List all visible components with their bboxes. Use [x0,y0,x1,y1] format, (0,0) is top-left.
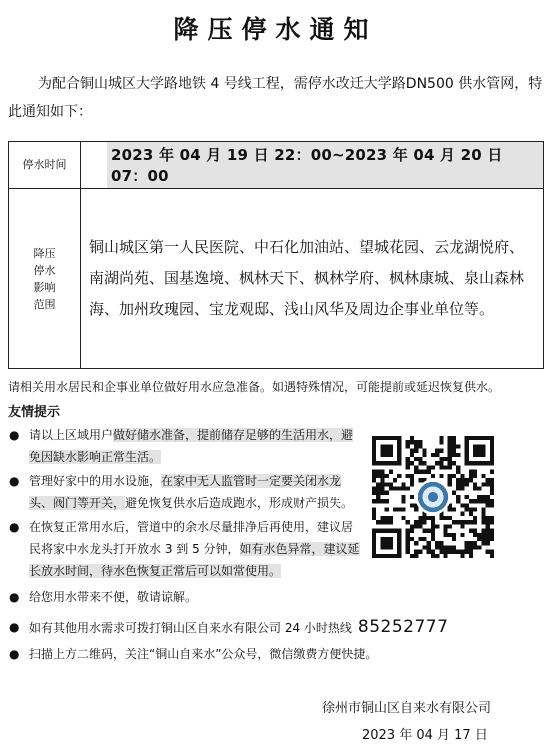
preparation-notice: 请相关用水居民和企事业单位做好用水应急准备。如遇特殊情况，可能提前或延迟恢复供水。 [8,380,501,394]
info-table [8,141,544,369]
tip-text: 避免恢复供水后造成跑水，形成财产损失。 [125,496,354,510]
range-value: 铜山城区第一人民医院、中石化加油站、望城花园、云龙湖悦府、南湖尚苑、国基逸境、枫林天下、枫林学府、枫林康城、泉山森林海、加州玫瑰园、宝龙观邸、浅山风华及周边企事业单位等。 [81,189,544,369]
tip-item [8,586,544,608]
notice-title: 降压停水通知 [173,15,378,44]
tips-title: 友情提示 [8,405,61,420]
time-row [9,142,544,189]
range-label-line: 影响 [33,280,56,294]
tip-item [8,643,544,665]
time-value: 2023 年 04 月 19 日 22：00~2023 年 04 月 20 日 07：00 [107,142,543,188]
range-label-line: 降压 [33,246,56,260]
range-label-line: 范围 [33,297,56,311]
range-label-line: 停水 [33,263,56,277]
tip-item [8,616,544,639]
tip-highlight: 做好储水准备，提前储存足够的生活用水，避免因缺水影响正常生活。 [29,428,354,464]
tip-highlight: 如有水色异常，建议延长放水时间，待水色恢复正常后可以如常使用。 [29,542,360,578]
bullet-icon: ● [9,428,20,442]
tip-text: 管理好家中的用水设施， [29,474,162,488]
tip-text: 请以上区域用户 [29,428,114,442]
time-label: 停水时间 [9,142,81,189]
qr-code-icon [372,436,494,558]
bullet-icon: ● [9,590,20,604]
bullet-icon: ● [9,647,20,661]
range-label [9,189,81,369]
tip-text: 给您用水带来不便，敬请谅解。 [29,590,198,604]
bullet-icon: ● [9,474,20,488]
tip-highlight: 在家中无人监管时一定要关闭水龙头、阀门等开关， [29,474,342,510]
company-name: 徐州市铜山区自来水有限公司 [322,701,492,716]
bullet-icon: ● [9,620,20,634]
range-row [9,189,544,369]
issue-date: 2023 年 04 月 17 日 [362,728,488,743]
tip-item [8,424,360,468]
hotline-number: 85252777 [357,617,449,637]
tip-item [8,470,360,514]
tip-item [8,516,360,582]
intro-paragraph: 为配合铜山城区大学路地铁 4 号线工程，需停水改迁大学路DN500 供水管网，特此通知如下： [8,76,543,120]
time-cell [81,142,544,189]
tip-text: 如有其他用水需求可拨打铜山区自来水有限公司 24 小时热线 [29,621,352,635]
tip-text: 在恢复正常用水后，管道中的余水尽量排净后再使用，建议居民将家中水龙头打开放水 3 到 5 分钟， [29,520,354,556]
tip-text: 扫描上方二维码，关注“铜山自来水”公众号，微信缴费方便快捷。 [29,647,378,661]
bullet-icon: ● [9,520,20,534]
